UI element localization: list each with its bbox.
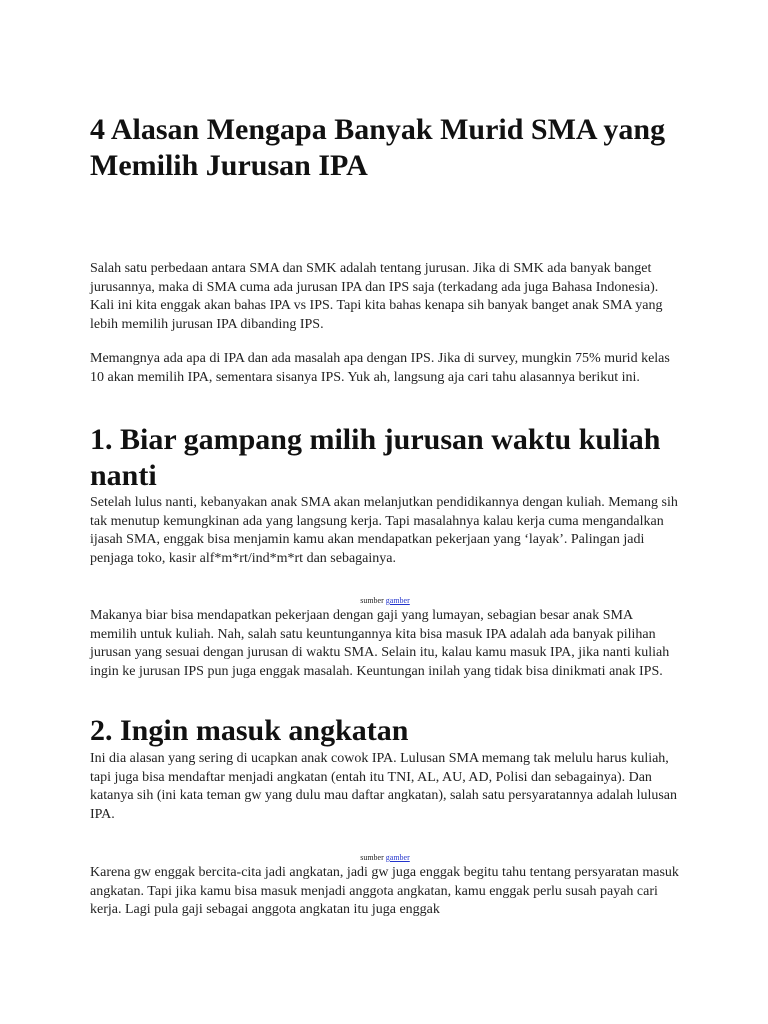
section-1-paragraph-1: Setelah lulus nanti, kebanyakan anak SMA akan melanjutkan pendidikannya dengan kuliah. Memang sih tak menutup kemungkinan ada yang langsung kerja. Tapi masalahnya kalau kerja cuma mengandalkan ijasah SMA, enggak bisa menjamin kamu akan mendapatkan pekerjaan yang ‘layak’. Palingan jadi penjaga toko, kasir alf*m*rt/ind*m*rt dan sebagainya. (90, 495, 678, 566)
caption-prefix: sumber (360, 853, 384, 862)
image-source-link[interactable]: gamber (385, 853, 410, 862)
intro-paragraph-1: Salah satu perbedaan antara SMA dan SMK adalah tentang jurusan. Jika di SMK ada banyak banget jurusannya, maka di SMA cuma ada jurusan IPA dan IPS saja (terkadang ada juga Bahasa Indonesia). Kali ini kita enggak akan bahas IPA vs IPS. Tapi kita bahas kenapa sih banyak banget anak SMA yang lebih memilih jurusan IPA dibanding IPS. (90, 261, 663, 332)
image-source-link[interactable]: gamber (385, 596, 410, 605)
article-title: 4 Alasan Mengapa Banyak Murid SMA yang Memilih Jurusan IPA (90, 113, 666, 182)
section-1-image-caption (90, 596, 680, 606)
section-1-heading: 1. Biar gampang milih jurusan waktu kuliah nanti (90, 423, 661, 492)
section-1-paragraph-2: Makanya biar bisa mendapatkan pekerjaan dengan gaji yang lumayan, sebagian besar anak SMA memilih untuk kuliah. Nah, salah satu keuntungannya kita bisa masuk IPA adalah ada banyak pilihan jurusan yang sesuai dengan jurusan di waktu SMA. Selain itu, kalau kamu masuk IPA, jika nanti kuliah ingin ke jurusan IPS pun juga enggak masalah. Keuntungan inilah yang tidak bisa dinikmati anak IPS. (90, 608, 670, 679)
section-2-heading: 2. Ingin masuk angkatan (90, 714, 409, 747)
caption-prefix: sumber (360, 596, 384, 605)
section-2-image-caption (90, 853, 680, 863)
section-2-paragraph-2: Karena gw enggak bercita-cita jadi angkatan, jadi gw juga enggak begitu tahu tentang persyaratan masuk angkatan. Tapi jika kamu bisa masuk menjadi anggota angkatan, kamu enggak perlu susah payah cari kerja. Lagi pula gaji sebagai anggota angkatan itu juga enggak (90, 865, 679, 917)
section-2-paragraph-1: Ini dia alasan yang sering di ucapkan anak cowok IPA. Lulusan SMA memang tak melulu harus kuliah, tapi juga bisa mendaftar menjadi angkatan (entah itu TNI, AL, AU, AD, Polisi dan sebagainya). Dan katanya sih (ini kata teman gw yang dulu mau daftar angkatan), salah satu persyaratannya adalah lulusan IPA. (90, 751, 678, 822)
intro-paragraph-2: Memangnya ada apa di IPA dan ada masalah apa dengan IPS. Jika di survey, mungkin 75% murid kelas 10 akan memilih IPA, sementara sisanya IPS. Yuk ah, langsung aja cari tahu alasannya berikut ini. (90, 351, 670, 385)
